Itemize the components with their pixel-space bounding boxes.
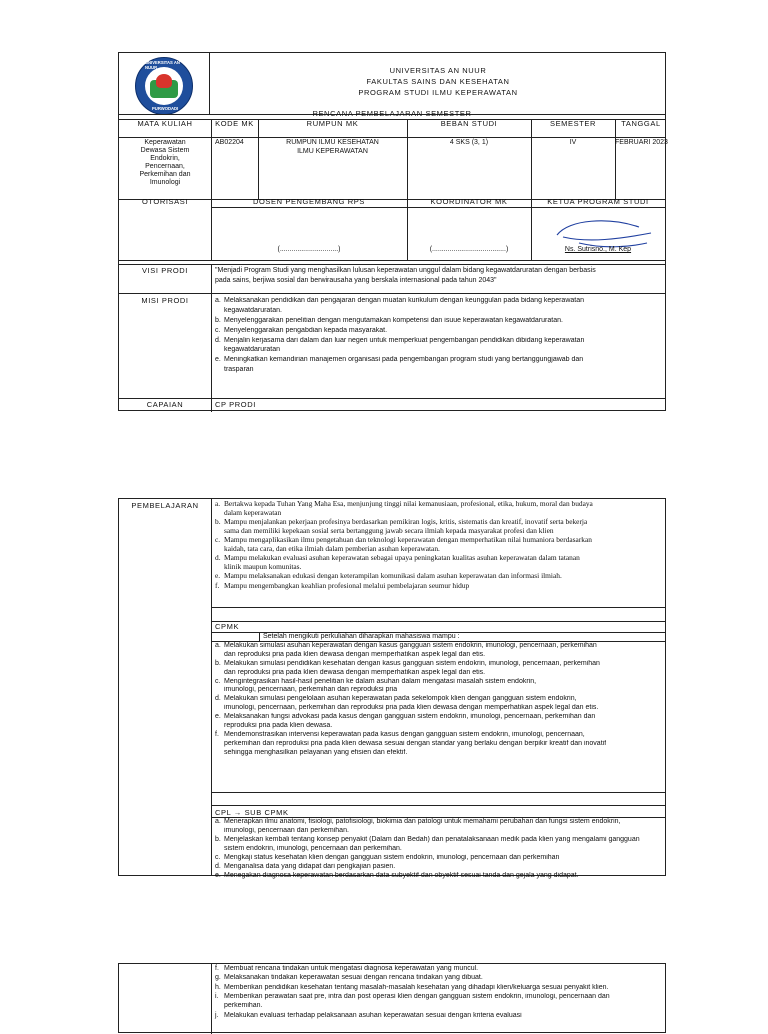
item-text-line: Melaksanakan pendidikan dan pengajaran dengan muatan kurikulum dengan keunggulan pada bidang keperawatan bbox=[224, 297, 584, 304]
university-name: UNIVERSITAS AN NUUR bbox=[389, 66, 487, 75]
item-text-line: Melakukan evaluasi terhadap pelaksanaan asuhan keperawatan sesuai dengan kriteria evaluasi bbox=[224, 1011, 522, 1019]
logo-emblem bbox=[145, 67, 183, 105]
course-name-line: Endokrin, bbox=[150, 155, 180, 162]
item-letter: e. bbox=[215, 713, 221, 721]
item-text-line: sehingga menghasilkan pelayanan yang efisien dan efektif. bbox=[224, 748, 408, 756]
col-tanggal: TANGGAL bbox=[621, 119, 661, 128]
item-text-line: Menganalisa data yang didapat dari pengkajian pasien. bbox=[224, 863, 396, 871]
rps-page-1 bbox=[118, 52, 666, 411]
item-letter: f. bbox=[215, 731, 219, 738]
item-text-line: Membuat rencana tindakan untuk mengatasi diagnosa keperawatan yang muncul. bbox=[224, 965, 479, 972]
course-rumpun-line: RUMPUN ILMU KESEHATAN bbox=[286, 139, 379, 146]
item-text-line: Mampu menjalankan pekerjaan profesinya berdasarkan pemikiran logis, kritis, sistematis dan kreatif, inovatif serta bekerja bbox=[224, 518, 588, 527]
capaian-label: CAPAIAN bbox=[146, 400, 184, 409]
course-name-line: Perkemihan dan bbox=[139, 171, 191, 178]
visi-line: pada sains, berjiwa sosial dan berwirausaha yang berskala internasional pada tahun 2043" bbox=[215, 277, 497, 284]
item-text-line: dalam keperawatan bbox=[224, 508, 282, 517]
koordinator-label: KOORDINATOR MK bbox=[430, 197, 508, 206]
course-semester: IV bbox=[569, 139, 577, 146]
item-letter: c. bbox=[215, 535, 221, 545]
item-letter: a. bbox=[215, 642, 221, 649]
item-text-line: Melaksanakan tindakan keperawatan sesuai dengan rencana tindakan yang dibuat. bbox=[224, 974, 483, 982]
col-rumpun-mk: RUMPUN MK bbox=[306, 119, 359, 128]
item-letter: e. bbox=[215, 872, 221, 880]
item-text-line: perkemihan. bbox=[224, 1002, 263, 1010]
item-text-line: Melakukan simulasi pendidikan kesehatan dengan kasus gangguan sistem endokrin, imunologi, pencernaan, perkemihan bbox=[224, 659, 600, 667]
item-text-line: Memberikan pendidikan kesehatan tentang masalah-masalah kesehatan yang dihadapi klien/keluarga sesuai penyakit klien. bbox=[224, 983, 609, 991]
koordinator-signature-line: (......................................) bbox=[429, 246, 509, 253]
item-text-line: Mendemonstrasikan intervensi keperawatan pada kasus dengan gangguan sistem endokrin, imunologi, pencernaan, bbox=[224, 731, 585, 738]
item-letter: d. bbox=[215, 863, 221, 871]
item-letter: j. bbox=[215, 1011, 219, 1019]
item-text-line: reproduksi pria pada klien dewasa. bbox=[224, 722, 333, 729]
item-text-line: kaidah, tata cara, dan etika ilmiah dalam pemberian asuhan keperawatan. bbox=[224, 545, 440, 554]
rps-page-3 bbox=[118, 963, 666, 1033]
item-text-line: Bertakwa kepada Tuhan Yang Maha Esa, menjunjung tinggi nilai kemanusiaan, profesional, etika, hukum, moral dan budaya bbox=[224, 500, 593, 508]
item-text-line: imunologi, pencernaan, perkemihan dan reproduksi pria pada klien dewasa dengan memperhatikan aspek legal dan etis. bbox=[224, 704, 599, 712]
item-text-line: klinik maupun komunitas. bbox=[224, 563, 302, 572]
item-text-line: Mengkaji status kesehatan klien dengan gangguan sistem endokrin, imunologi, pencernaan dan perkemihan bbox=[224, 854, 560, 861]
item-letter: d. bbox=[215, 695, 221, 703]
course-beban: 4 SKS (3, 1) bbox=[449, 139, 489, 146]
item-letter: i. bbox=[215, 993, 219, 1001]
course-name-line: Pencernaan, bbox=[145, 163, 185, 170]
item-letter: d. bbox=[215, 553, 221, 563]
cp-prodi-label: CP PRODI bbox=[215, 400, 256, 409]
item-text-line: Mengintegrasikan hasil-hasil penelitian ke dalam asuhan dalam mengatasi masalah sistem endokrin, bbox=[224, 677, 537, 685]
item-letter: h. bbox=[215, 983, 221, 991]
cpl-sub-cpmk-label: CPL → SUB CPMK bbox=[215, 808, 289, 817]
cpmk-label: CPMK bbox=[215, 622, 240, 631]
col-semester: SEMESTER bbox=[549, 119, 597, 128]
item-letter: b. bbox=[215, 316, 221, 324]
pembelajaran-label: PEMBELAJARAN bbox=[131, 501, 199, 510]
item-text-line: perkemihan dan reproduksi pria pada klien dewasa sesuai dengan standar yang berlaku dengan berpikir kreatif dan inovatif bbox=[224, 739, 607, 747]
item-letter: a. bbox=[215, 818, 221, 825]
item-letter: e. bbox=[215, 571, 221, 581]
item-text-line: imunologi, pencernaan, perkemihan dan reproduksi pria bbox=[224, 686, 398, 694]
item-text-line: Menyelenggarakan penelitian dengan mengutamakan kompetensi dan isuue keperawatan kegawatdaruratan. bbox=[224, 316, 563, 324]
item-text-line: dan reproduksi pria pada klien dewasa dengan memperhatikan aspek legal dan etis. bbox=[224, 650, 486, 658]
item-text-line: Mampu melaksanakan edukasi dengan keterampilan komunikasi dalam asuhan keperawatan dan informasi ilmiah. bbox=[224, 572, 562, 581]
item-text-line: Mampu melakukan evaluasi asuhan keperawatan sebagai upaya peningkatan kualitas asuhan keperawatan dalam tatanan bbox=[224, 554, 580, 563]
item-text-line: Menerapkan ilmu anatomi, fisiologi, patofisiologi, biokimia dan patologi untuk memahami perubahan dan fungsi sistem endokrin, bbox=[224, 818, 621, 825]
dosen-signature-line: (..............................) bbox=[277, 246, 341, 253]
item-letter: f. bbox=[215, 580, 220, 590]
item-letter: c. bbox=[215, 326, 221, 334]
item-letter: c. bbox=[215, 677, 221, 685]
document-title: RENCANA PEMBELAJARAN SEMESTER bbox=[312, 109, 472, 118]
item-text-line: kegawatdaruratan bbox=[224, 346, 281, 354]
visi-line: "Menjadi Program Studi yang menghasilkan lulusan keperawatan unggul dalam bidang kegawatdaruratan dengan berbasis bbox=[215, 267, 596, 274]
item-text-line: dan reproduksi pria pada klien dewasa dengan memperhatikan aspek legal dan etis. bbox=[224, 668, 486, 676]
item-letter: d. bbox=[215, 336, 221, 344]
col-mata-kuliah: MATA KULIAH bbox=[137, 119, 193, 128]
course-name-line: Imunologi bbox=[149, 179, 181, 186]
course-rumpun-line: ILMU KEPERAWATAN bbox=[297, 148, 368, 155]
item-text-line: Mampu mengaplikasikan ilmu pengetahuan dan teknologi keperawatan dengan memperhatikan nilai humaniora berdasarkan bbox=[224, 536, 592, 545]
item-text-line: imunologi, pencernaan dan perkemihan. bbox=[224, 826, 349, 834]
misi-label: MISI PRODI bbox=[141, 296, 189, 305]
item-text-line: Melaksanakan fungsi advokasi pada kasus dengan gangguan sistem endokrin, imunologi, pencernaan, perkemihan dan bbox=[224, 713, 596, 721]
faculty-name: FAKULTAS SAINS DAN KESEHATAN bbox=[366, 77, 510, 86]
item-text-line: trasparan bbox=[224, 365, 254, 373]
item-text-line: Melakukan simulasi pengelolaan asuhan keperawatan pada sekelompok klien dengan gangguan sistem endokrin, bbox=[224, 695, 577, 703]
ketua-prodi-label: KETUA PROGRAM STUDI bbox=[547, 197, 649, 206]
cpmk-intro: Setelah mengikuti perkuliahan diharapkan mahasiswa mampu : bbox=[263, 633, 460, 640]
item-letter: a. bbox=[215, 297, 221, 304]
rps-page-2 bbox=[118, 498, 666, 880]
visi-label: VISI PRODI bbox=[141, 266, 188, 275]
logo-text-top: UNIVERSITAS AN NUUR bbox=[145, 60, 180, 70]
item-text-line: sama dan memiliki kepekaan sosial serta bertanggung jawab secara ilmiah kepada masyarakat profesi dan klien bbox=[224, 527, 554, 535]
item-letter: b. bbox=[215, 517, 221, 527]
item-text-line: Melakukan simulasi asuhan keperawatan dengan kasus gangguan sistem endokrin, imunologi, pencernaan, perkemihan bbox=[224, 642, 597, 649]
program-name: PROGRAM STUDI ILMU KEPERAWATAN bbox=[358, 88, 518, 97]
item-letter: e. bbox=[215, 356, 221, 364]
item-letter: b. bbox=[215, 659, 221, 667]
item-text-line: Menyelenggarakan pengabdian kepada masyarakat. bbox=[224, 326, 388, 334]
course-name-line: Dewasa Sistem bbox=[140, 147, 190, 154]
item-text-line: Menjalin kerjasama dari dalam dan luar negeri untuk memperkuat pengembangan pendidikan dibidang keperawatan bbox=[224, 336, 585, 344]
item-letter: f. bbox=[215, 965, 219, 972]
course-tanggal: FEBRUARI 2023 bbox=[615, 139, 668, 146]
item-letter: a. bbox=[215, 499, 221, 508]
university-logo bbox=[135, 57, 193, 115]
item-text-line: sistem endokrin, imunologi, pencernaan dan perkemihan. bbox=[224, 844, 402, 852]
item-letter: g. bbox=[215, 974, 221, 982]
item-text-line: kegawatdaruratan. bbox=[224, 306, 282, 314]
course-name-line: Keperawatan bbox=[144, 139, 186, 146]
dosen-pengembang-label: DOSEN PENGEMBANG RPS bbox=[252, 197, 366, 206]
item-text-line: Menjelaskan kembali tentang konsep penyakit (Dalam dan Bedah) dan penatalaksanaan medik pada klien yang mengalami gangguan bbox=[224, 836, 640, 843]
item-text-line: Memberikan perawatan saat pre, intra dan post operasi klien dengan gangguan sistem endokrin, imunologi, pencernaan dan bbox=[224, 993, 610, 1001]
logo-flame-icon bbox=[156, 74, 172, 88]
item-text-line: Meningkatkan kemandirian manajemen organisasi pada pengembangan program studi yang bertanggungjawab dan bbox=[224, 356, 584, 364]
item-text-line: Menegakan diagnosa keperawatan berdasarkan data subyektif dan obyektif sesuai tanda dan gejala yang didapat. bbox=[224, 872, 579, 880]
item-letter: b. bbox=[215, 836, 221, 843]
item-letter: c. bbox=[215, 854, 221, 861]
otorisasi-label: OTORISASI bbox=[141, 197, 189, 206]
course-code: AB02204 bbox=[215, 139, 244, 146]
course-name bbox=[119, 139, 211, 187]
item-text-line: Mampu mengembangkan keahlian profesional melalui pembelajaran seumur hidup bbox=[224, 581, 470, 590]
col-kode-mk: KODE MK bbox=[215, 119, 254, 128]
logo-text-bottom: PURWODADI bbox=[152, 106, 179, 111]
col-beban-studi: BEBAN STUDI bbox=[440, 119, 498, 128]
ketua-name: Ns. Sutrisno., M. Kep bbox=[564, 246, 632, 253]
